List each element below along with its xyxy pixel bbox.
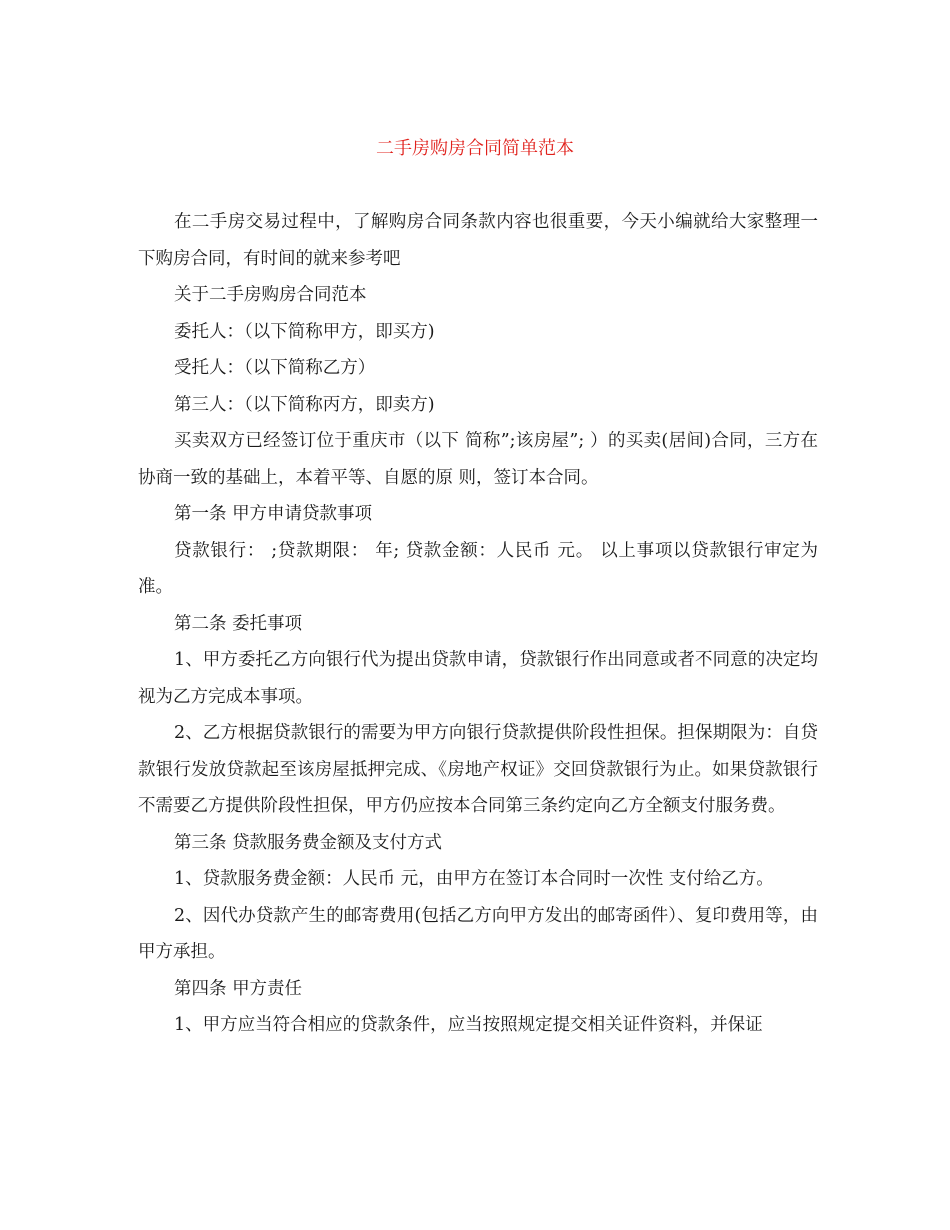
article-4-heading: 第四条 甲方责任 — [174, 978, 303, 999]
paragraph-intro: 在二手房交易过程中，了解购房合同条款内容也很重要，今天小编就给大家整理一下购房合同，有时间的就来参考吧 — [138, 212, 818, 269]
article-2-clause-1: 1、甲方委托乙方向银行代为提出贷款申请，贷款银行作出同意或者不同意的决定均 视为乙方完成本事项。 — [138, 650, 818, 707]
article-3-heading: 第三条 贷款服务费金额及支付方式 — [174, 832, 443, 853]
paragraph-party-a: 委托人：（以下简称甲方，即买方) — [174, 321, 435, 342]
paragraph-preamble: 买卖双方已经签订位于重庆市（以下 简称”;该房屋”; ）的买卖(居间)合同，三方在协商一致的基础上，本着平等、自愿的原 则，签订本合同。 — [138, 431, 818, 488]
paragraph-heading-template: 关于二手房购房合同范本 — [174, 285, 367, 305]
article-2-clause-2: 2、乙方根据贷款银行的需要为甲方向银行贷款提供阶段性担保。担保期限为：自贷 款银行发放贷款起至该房屋抵押完成、《房地产权证》交回贷款银行为止。如果贷款银行 不需要乙方提供阶段性担保，甲方仍应按本合同第三条约定向乙方全额支付服务费。 — [138, 723, 818, 816]
paragraph-party-b: 受托人：（以下简称乙方） — [174, 358, 376, 378]
paragraph-party-c: 第三人：（以下简称丙方，即卖方) — [174, 394, 435, 415]
document-title: 二手房购房合同简单范本 — [376, 138, 574, 159]
article-2-heading: 第二条 委托事项 — [174, 613, 303, 634]
article-3-clause-1: 1、贷款服务费金额：人民币 元，由甲方在签订本合同时一次性 支付给乙方。 — [174, 869, 774, 889]
article-3-clause-2: 2、因代办贷款产生的邮寄费用(包括乙方向甲方发出的邮寄函件）、复印费用等，由 甲方承担。 — [138, 905, 818, 962]
article-4-clause-1: 1、甲方应当符合相应的贷款条件，应当按照规定提交相关证件资料，并保证 — [174, 1015, 763, 1035]
article-1-heading: 第一条 甲方申请贷款事项 — [174, 504, 373, 524]
document-body — [138, 204, 818, 1044]
article-1-text: 贷款银行： ;贷款期限： 年; 贷款金额：人民币 元。 以上事项以贷款银行审定为准。 — [138, 540, 818, 597]
